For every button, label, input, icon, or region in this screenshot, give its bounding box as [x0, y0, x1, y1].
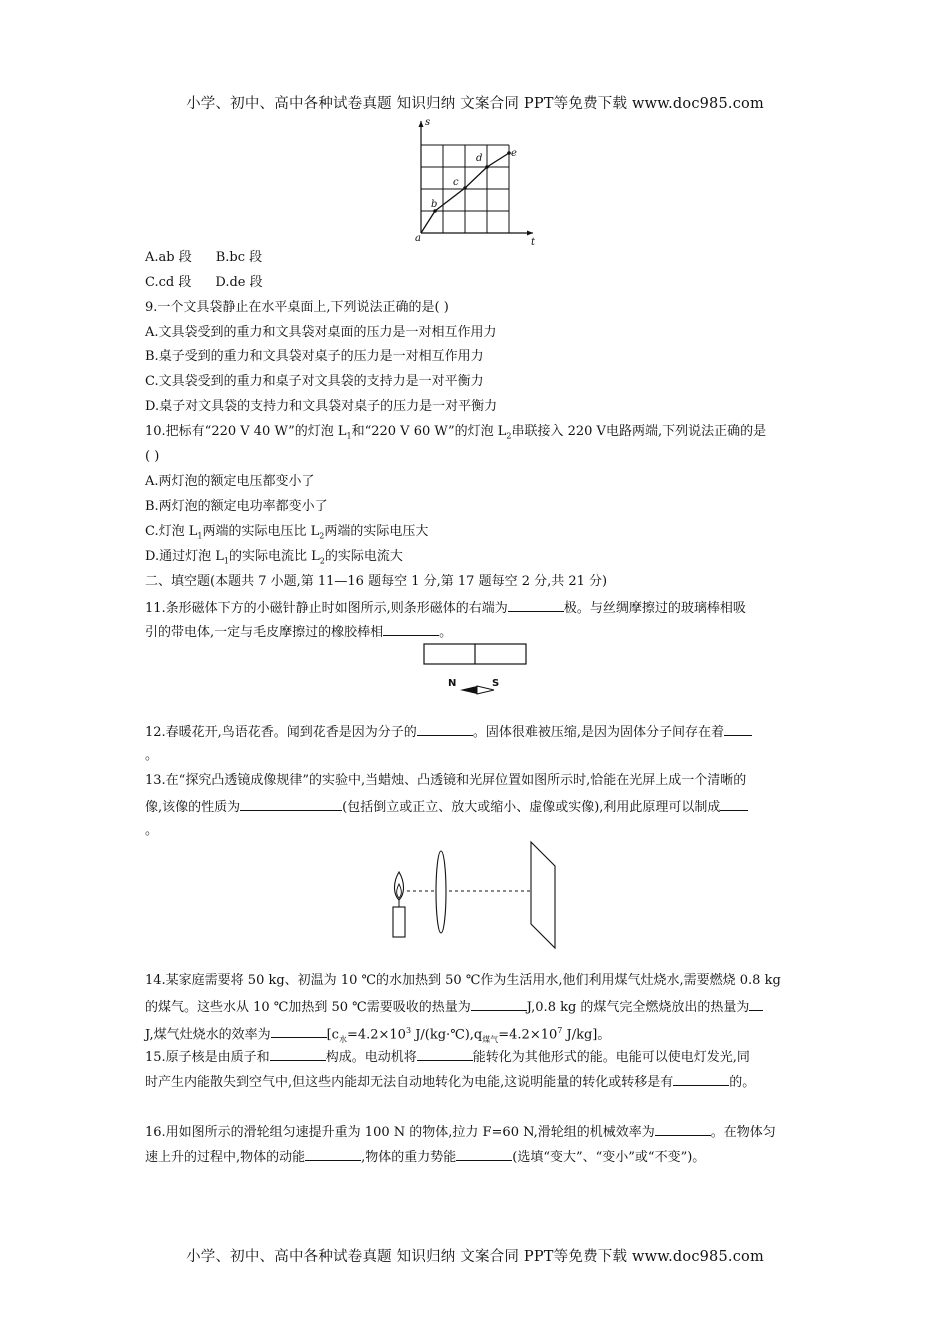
q9-option-d: D.桌子对文具袋的支持力和文具袋对桌子的压力是一对平衡力: [145, 399, 498, 414]
q10-stem-part: 10.把标有“220 V 40 W”的灯泡 L: [145, 424, 347, 439]
subscript: 1: [346, 431, 352, 441]
q11-line-2: [145, 621, 810, 643]
q16-text: 16.用如图所示的滑轮组匀速提升重为 100 N 的物体,拉力 F=60 N,滑轮组的机械效率为: [145, 1125, 655, 1140]
point-c-dot: [463, 186, 467, 190]
answer-blank[interactable]: [749, 996, 763, 1011]
q11-text: 极。与丝绸摩擦过的玻璃棒相吸: [563, 601, 746, 616]
q16-text: ,物体的重力势能: [361, 1150, 457, 1165]
x-axis-label: t: [531, 237, 536, 248]
needle-s-label: S: [492, 678, 500, 689]
q12-line-1: [145, 721, 810, 743]
bar-magnet-figure: [422, 642, 532, 698]
q10-d-part: D.通过灯泡 L: [145, 549, 224, 564]
q12-text: 12.春暖花开,鸟语花香。闻到花香是因为分子的: [145, 725, 417, 740]
q16-line-1: [145, 1121, 810, 1143]
q11-text: 11.条形磁体下方的小磁针静止时如图所示,则条形磁体的右端为: [145, 601, 508, 616]
q8-option-d: D.de 段: [215, 275, 263, 290]
q8-option-b: B.bc 段: [215, 250, 263, 265]
subscript: 1: [197, 531, 203, 541]
q10-c-part: 两端的实际电压大: [324, 524, 429, 539]
q10-answer-paren: ( ): [145, 449, 160, 464]
point-d-label: d: [476, 153, 483, 164]
answer-blank[interactable]: [383, 621, 439, 636]
q13-text: (包括倒立或正立、放大或缩小、虚像或实像),利用此原理可以制成: [342, 800, 721, 815]
q15-text: 15.原子核是由质子和: [145, 1050, 270, 1065]
section-2-heading: 二、填空题(本题共 7 小题,第 11—16 题每空 1 分,第 17 题每空 2 分,共 21 分): [145, 574, 608, 589]
q12-text: 。固体很难被压缩,是因为固体分子间存在着: [472, 725, 724, 740]
q13-line-1: 13.在“探究凸透镜成像规律”的实验中,当蜡烛、凸透镜和光屏位置如图所示时,恰能在光屏上成一个清晰的: [145, 773, 747, 788]
q14-text: =4.2×10: [346, 1027, 406, 1043]
y-axis-label: s: [425, 117, 431, 128]
q16-line-2: [145, 1146, 810, 1168]
q9-option-a: A.文具袋受到的重力和文具袋对桌面的压力是一对相互作用力: [145, 325, 497, 340]
compass-needle-n: [460, 686, 477, 694]
q16-text: (选填“变大”、“变小”或“不变”)。: [512, 1150, 706, 1165]
q15-line-1: [145, 1046, 810, 1068]
q8-options-row-1: [145, 248, 810, 268]
q10-option-d: [145, 547, 810, 572]
q14-text: J,0.8 kg 的煤气完全燃烧放出的热量为: [526, 1000, 750, 1015]
q10-option-a: A.两灯泡的额定电压都变小了: [145, 474, 315, 489]
q10-stem-part: 串联接入 220 V电路两端,下列说法正确的是: [511, 424, 767, 439]
subscript: 煤气: [482, 1034, 499, 1044]
point-d-dot: [485, 165, 489, 169]
convex-lens: [436, 851, 446, 933]
candle: [393, 907, 405, 937]
answer-blank[interactable]: [471, 996, 527, 1011]
q8-options-row-2: [145, 273, 810, 293]
q10-option-b: B.两灯泡的额定电功率都变小了: [145, 499, 328, 514]
point-b-label: b: [431, 199, 438, 210]
q10-c-part: C.灯泡 L: [145, 524, 198, 539]
q12-line-2: 。: [145, 748, 159, 763]
q10-c-part: 两端的实际电压比 L: [202, 524, 320, 539]
answer-blank[interactable]: [270, 1046, 326, 1061]
point-a-label: a: [415, 233, 421, 244]
q13-line-3: 。: [145, 823, 159, 838]
page-header: 小学、初中、高中各种试卷真题 知识归纳 文案合同 PPT等免费下载 www.doc985.com: [186, 96, 764, 112]
answer-blank[interactable]: [240, 796, 342, 811]
light-screen: [531, 842, 555, 948]
q8-option-a: A.ab 段: [145, 250, 192, 265]
page-footer: 小学、初中、高中各种试卷真题 知识归纳 文案合同 PPT等免费下载 www.doc985.com: [186, 1249, 764, 1265]
q15-text: 构成。电动机将: [325, 1050, 417, 1065]
q10-option-c: [145, 522, 810, 547]
s-t-graph: [405, 115, 545, 250]
q15-text: 时产生内能散失到空气中,但这些内能却无法自动地转化为电能,这说明能量的转化或转移是有: [145, 1075, 674, 1090]
q9-option-b: B.桌子受到的重力和文具袋对桌子的压力是一对相互作用力: [145, 349, 484, 364]
q8-option-c: C.cd 段: [145, 275, 192, 290]
point-c-label: c: [453, 177, 459, 188]
q14-text: [c: [326, 1027, 339, 1043]
q9-stem: 9.一个文具袋静止在水平桌面上,下列说法正确的是( ): [145, 300, 449, 315]
subscript: 2: [319, 556, 325, 566]
superscript: 7: [557, 1026, 563, 1035]
q14-text: =4.2×10: [498, 1027, 558, 1043]
q14-line-1: 14.某家庭需要将 50 kg、初温为 10 ℃的水加热到 50 ℃作为生活用水,他们利用煤气灶烧水,需要燃烧 0.8 kg: [145, 973, 781, 988]
q9-option-c: C.文具袋受到的重力和桌子对文具袋的支持力是一对平衡力: [145, 374, 484, 389]
answer-blank[interactable]: [720, 796, 748, 811]
answer-blank[interactable]: [673, 1071, 729, 1086]
answer-blank[interactable]: [417, 721, 473, 736]
answer-blank[interactable]: [271, 1023, 327, 1038]
superscript: 3: [405, 1026, 412, 1035]
q14-text: J/kg]。: [562, 1027, 611, 1043]
subscript: 2: [319, 531, 325, 541]
q11-text: 引的带电体,一定与毛皮摩擦过的橡胶棒相: [145, 625, 384, 640]
q14-text: J/(kg·℃),q: [411, 1027, 483, 1043]
q14-line-2: [145, 996, 810, 1018]
q13-line-2: [145, 796, 810, 818]
q10-stem-part: 和“220 V 60 W”的灯泡 L: [351, 424, 507, 439]
q14-text: J,煤气灶烧水的效率为: [145, 1027, 271, 1043]
subscript: 1: [223, 556, 229, 566]
answer-blank[interactable]: [724, 721, 752, 736]
q16-text: 。在物体匀: [710, 1125, 776, 1140]
answer-blank[interactable]: [655, 1121, 711, 1136]
q13-text: 像,该像的性质为: [145, 800, 241, 815]
q10-stem: [145, 422, 810, 447]
answer-blank[interactable]: [417, 1046, 473, 1061]
q14-text: 的煤气。这些水从 10 ℃加热到 50 ℃需要吸收的热量为: [145, 1000, 471, 1015]
needle-n-label: N: [448, 678, 457, 689]
answer-blank[interactable]: [305, 1146, 361, 1161]
x-axis-arrow: [527, 231, 533, 236]
q15-text: 能转化为其他形式的能。电能可以使电灯发光,同: [472, 1050, 750, 1065]
q11-line-1: [145, 597, 810, 619]
q11-text: 。: [439, 625, 453, 640]
answer-blank[interactable]: [508, 597, 564, 612]
q10-d-part: 的实际电流比 L: [228, 549, 320, 564]
q16-text: 速上升的过程中,物体的动能: [145, 1150, 306, 1165]
point-e-label: e: [511, 148, 517, 159]
q15-line-2: [145, 1071, 810, 1093]
q10-d-part: 的实际电流大: [324, 549, 403, 564]
subscript: 2: [506, 431, 512, 441]
answer-blank[interactable]: [456, 1146, 512, 1161]
q15-text: 的。: [729, 1075, 756, 1090]
y-axis-arrow: [419, 121, 424, 127]
subscript: 水: [338, 1034, 347, 1044]
lens-experiment-figure: [385, 840, 565, 952]
